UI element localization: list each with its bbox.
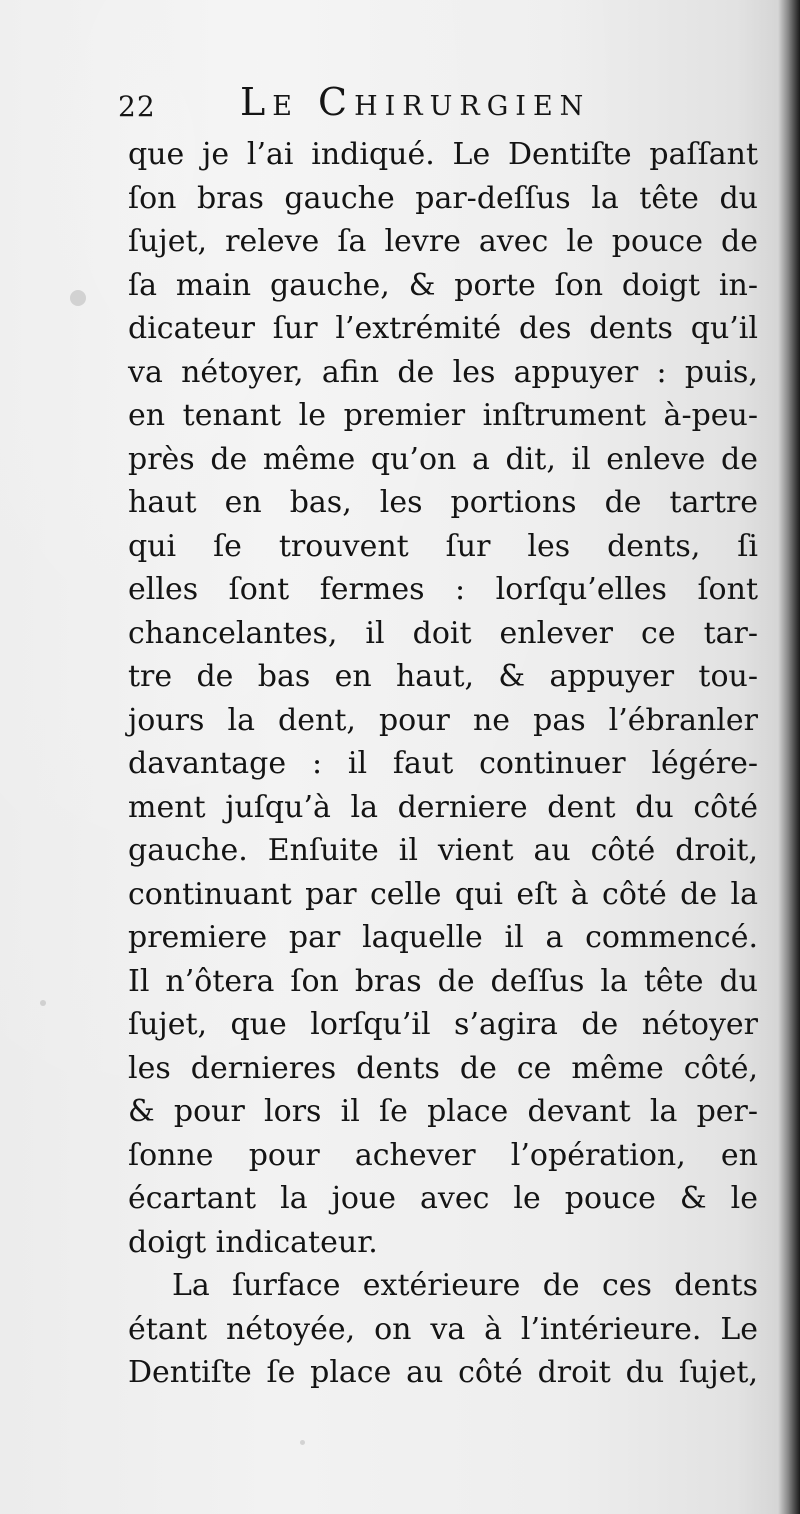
text-line: en tenant le premier inſtrument à-peu-: [128, 398, 758, 433]
text-line: ſonne pour achever l’opération, en: [128, 1137, 758, 1173]
text-line: ſujet, releve ſa levre avec le pouce de: [128, 224, 758, 259]
text-line: écartant la joue avec le pouce & le: [128, 1181, 758, 1216]
text-line: ment juſqu’à la derniere dent du côté: [128, 789, 758, 825]
text-line: qui ſe trouvent ſur les dents, ſi: [128, 528, 758, 564]
text-line-paragraph-start: La ſurface extérieure de ces dents: [172, 1268, 758, 1303]
text-line: jours la dent, pour ne pas l’ébranler: [128, 702, 758, 738]
text-line: chancelantes, il doit enlever ce tar-: [128, 615, 758, 651]
text-line: va nétoyer, afin de les appuyer : puis,: [128, 354, 758, 390]
text-line: Il n’ôtera ſon bras de deſſus la tête du: [128, 963, 758, 999]
text-line: doigt indicateur.: [128, 1224, 378, 1260]
paper-speck: [70, 290, 86, 306]
paper-speck: [300, 1440, 305, 1445]
text-line: ſa main gauche, & porte ſon doigt in-: [128, 267, 758, 303]
text-line: Dentiſte ſe place au côté droit du ſujet,: [128, 1355, 758, 1390]
page-header: [118, 80, 758, 130]
text-line: haut en bas, les portions de tartre: [128, 485, 758, 520]
paper-speck: [40, 1000, 46, 1006]
body-text: [128, 133, 758, 1395]
running-title: Le Chirurgien: [240, 80, 591, 124]
text-line: & pour lors il ſe place devant la per-: [128, 1094, 758, 1129]
text-line: étant nétoyée, on va à l’intérieure. Le: [128, 1311, 758, 1347]
text-line: ſon bras gauche par-deſſus la tête du: [128, 180, 758, 216]
text-line: que je l’ai indiqué. Le Dentiſte paſſant: [128, 137, 758, 172]
text-line: les dernieres dents de ce même côté,: [128, 1050, 758, 1086]
text-line: dicateur ſur l’extrémité des dents qu’il: [128, 311, 758, 346]
text-line: tre de bas en haut, & appuyer tou-: [128, 659, 758, 694]
text-line: davantage : il faut continuer légére-: [128, 746, 758, 781]
text-line: ſujet, que lorſqu’il s’agira de nétoyer: [128, 1007, 758, 1042]
text-line: gauche. Enſuite il vient au côté droit,: [128, 833, 758, 868]
binding-edge: [778, 0, 800, 1514]
text-line: près de même qu’on a dit, il enleve de: [128, 441, 758, 477]
text-line: elles ſont fermes : lorſqu’elles ſont: [128, 572, 758, 607]
text-line: continuant par celle qui eſt à côté de la: [128, 876, 758, 912]
text-line: premiere par laquelle il a commencé.: [128, 920, 758, 955]
page-number: 22: [118, 90, 156, 123]
